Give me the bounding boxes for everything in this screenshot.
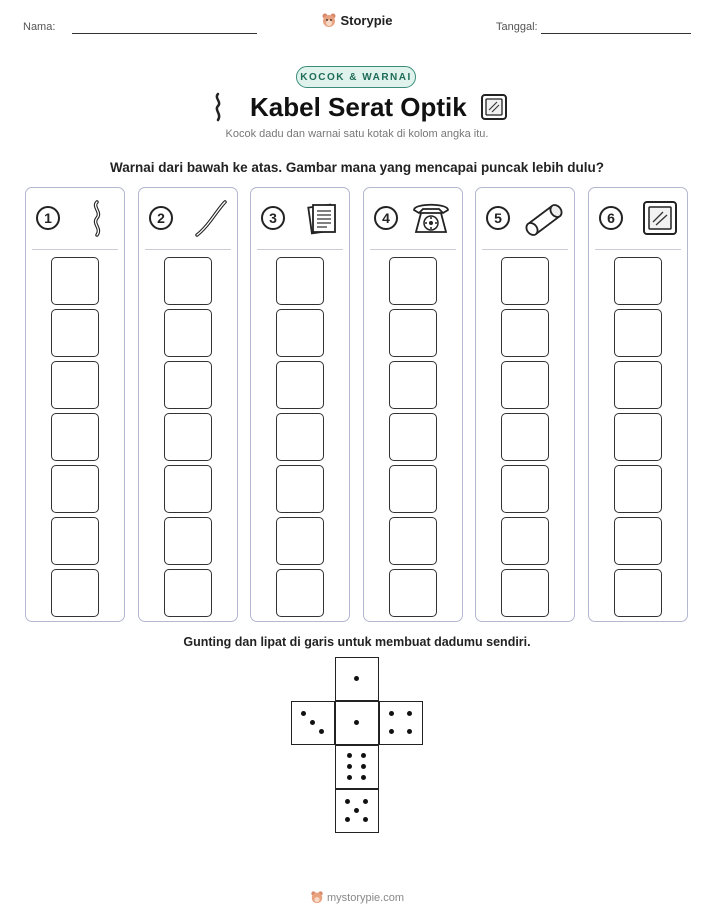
color-box[interactable]: [501, 517, 549, 565]
tube-cable-icon: [520, 198, 566, 238]
column-number: 2: [149, 206, 173, 230]
die-pip: [310, 720, 315, 725]
column-number: 6: [599, 206, 623, 230]
name-line[interactable]: [72, 33, 257, 34]
column-number: 4: [374, 206, 398, 230]
color-box[interactable]: [614, 517, 662, 565]
worm-cable-icon: [78, 198, 116, 238]
footer-url[interactable]: mystorypie.com: [326, 892, 405, 904]
footer: [0, 890, 714, 904]
brand-name: Storypie: [340, 13, 393, 28]
glass-square-icon: [641, 198, 679, 238]
color-box[interactable]: [389, 413, 437, 461]
telephone-icon: [408, 198, 454, 238]
instruction-text: Warnai dari bawah ke atas. Gambar mana yang mencapai puncak lebih dulu?: [110, 160, 604, 175]
color-box[interactable]: [276, 413, 324, 461]
column-2: [138, 187, 238, 622]
color-box[interactable]: [164, 309, 212, 357]
column-divider: [595, 249, 681, 250]
page-title: Kabel Serat Optik: [250, 92, 467, 122]
color-box[interactable]: [501, 309, 549, 357]
column-5: [475, 187, 575, 622]
color-box[interactable]: [389, 517, 437, 565]
color-box[interactable]: [51, 465, 99, 513]
color-box[interactable]: [164, 413, 212, 461]
glass-square-icon: [480, 93, 508, 121]
activity-badge: KOCOK & WARNAI: [296, 66, 416, 88]
color-box[interactable]: [389, 569, 437, 617]
color-box[interactable]: [164, 257, 212, 305]
bear-icon: [321, 12, 337, 28]
fiber-strand-icon: [191, 198, 229, 238]
color-box[interactable]: [501, 257, 549, 305]
die-face: [335, 789, 379, 833]
column-6: [588, 187, 688, 622]
color-box[interactable]: [51, 413, 99, 461]
die-face: [291, 701, 335, 745]
die-pip: [361, 775, 366, 780]
document-icon: [303, 198, 341, 238]
die-pip: [363, 799, 368, 804]
color-box[interactable]: [389, 309, 437, 357]
column-divider: [482, 249, 568, 250]
color-box[interactable]: [276, 257, 324, 305]
color-box[interactable]: [614, 413, 662, 461]
color-box[interactable]: [389, 257, 437, 305]
color-box[interactable]: [51, 569, 99, 617]
color-box[interactable]: [501, 361, 549, 409]
color-box[interactable]: [614, 465, 662, 513]
name-label: Nama:: [23, 21, 56, 33]
column-number: 1: [36, 206, 60, 230]
color-box[interactable]: [276, 517, 324, 565]
column-divider: [370, 249, 456, 250]
die-pip: [389, 711, 394, 716]
column-divider: [257, 249, 343, 250]
date-line[interactable]: [541, 33, 691, 34]
color-box[interactable]: [164, 361, 212, 409]
color-box[interactable]: [501, 569, 549, 617]
die-face: [379, 701, 423, 745]
die-pip: [354, 808, 359, 813]
color-box[interactable]: [276, 569, 324, 617]
die-pip: [345, 799, 350, 804]
column-divider: [145, 249, 231, 250]
die-pip: [361, 764, 366, 769]
die-pip: [407, 711, 412, 716]
die-face: [335, 657, 379, 701]
color-box[interactable]: [501, 413, 549, 461]
cut-instruction: Gunting dan lipat di garis untuk membuat dadumu sendiri.: [183, 635, 531, 649]
die-face: [335, 745, 379, 789]
die-face: [335, 701, 379, 745]
column-1: [25, 187, 125, 622]
die-pip: [347, 775, 352, 780]
die-pip: [354, 676, 359, 681]
column-3: [250, 187, 350, 622]
column-number: 5: [486, 206, 510, 230]
color-box[interactable]: [51, 361, 99, 409]
color-box[interactable]: [164, 569, 212, 617]
color-box[interactable]: [276, 309, 324, 357]
color-box[interactable]: [276, 465, 324, 513]
die-pip: [347, 764, 352, 769]
die-pip: [363, 817, 368, 822]
column-divider: [32, 249, 118, 250]
bear-icon: [310, 890, 324, 904]
die-pip: [361, 753, 366, 758]
page-subtitle: Kocok dadu dan warnai satu kotak di kolom angka itu.: [225, 128, 489, 140]
date-label: Tanggal:: [496, 21, 538, 33]
color-box[interactable]: [614, 309, 662, 357]
color-box[interactable]: [51, 309, 99, 357]
die-pip: [354, 720, 359, 725]
color-box[interactable]: [389, 361, 437, 409]
color-box[interactable]: [614, 361, 662, 409]
color-box[interactable]: [614, 257, 662, 305]
die-pip: [407, 729, 412, 734]
worm-cable-icon: [210, 92, 226, 122]
color-box[interactable]: [276, 361, 324, 409]
color-box[interactable]: [51, 517, 99, 565]
column-4: [363, 187, 463, 622]
die-pip: [319, 729, 324, 734]
die-pip: [347, 753, 352, 758]
die-pip: [345, 817, 350, 822]
color-box[interactable]: [389, 465, 437, 513]
color-box[interactable]: [501, 465, 549, 513]
color-box[interactable]: [164, 465, 212, 513]
column-number: 3: [261, 206, 285, 230]
brand-logo: [0, 12, 714, 28]
color-box[interactable]: [614, 569, 662, 617]
color-box[interactable]: [51, 257, 99, 305]
die-pip: [301, 711, 306, 716]
color-box[interactable]: [164, 517, 212, 565]
die-pip: [389, 729, 394, 734]
